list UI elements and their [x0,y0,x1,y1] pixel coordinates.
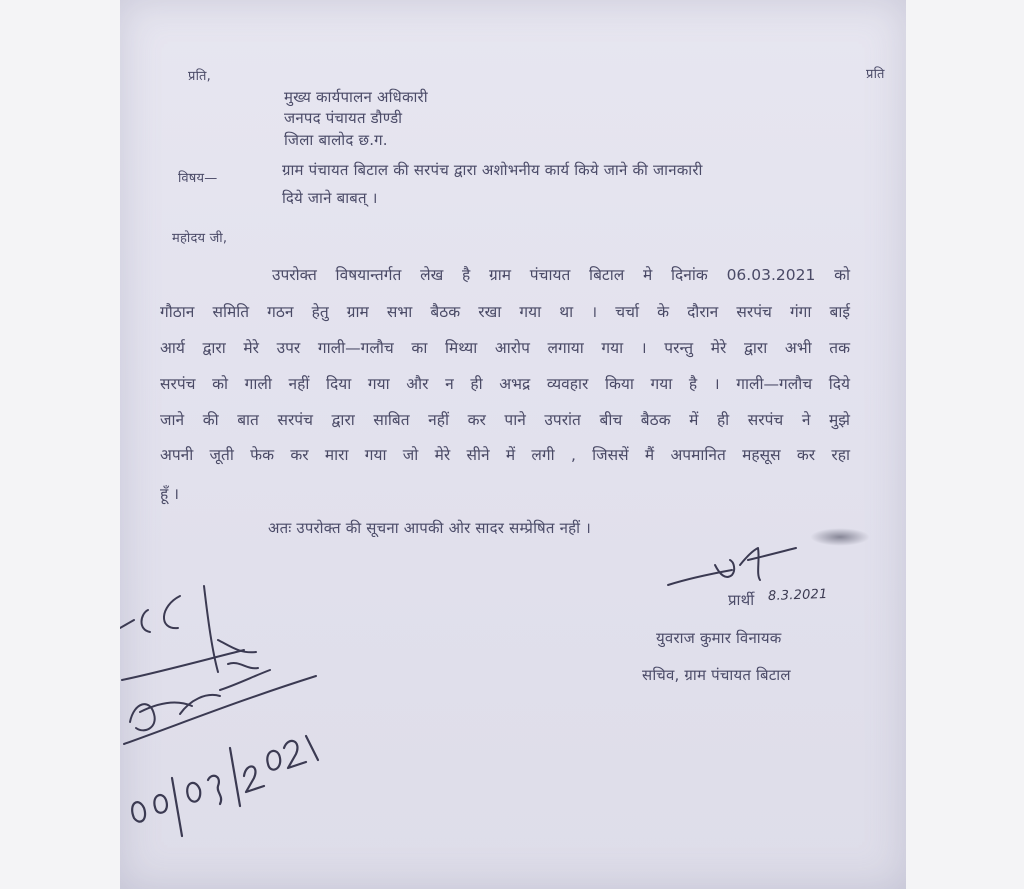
sender-designation: सचिव, ग्राम पंचायत बिटाल [642,666,791,684]
to-label: प्रति, [188,69,211,84]
body-line-7: हूँ । [160,485,180,503]
right-margin-background [906,0,1024,889]
address-line-2: जनपद पंचायत डौण्डी [284,109,403,127]
body-line-2: गौठान समिति गठन हेतु ग्राम सभा बैठक रखा गया था । चर्चा के दौरान सरपंच गंगा बाई [160,303,850,321]
receipt-date-strokes [132,736,318,836]
subject-line-2: दिये जाने बाबत् । [282,189,378,207]
left-margin-background [0,0,120,889]
body-line-3: आर्य द्वारा मेरे उपर गाली—गलौच का मिथ्या आरोप लगाया गया । परन्तु मेरे द्वारा अभी तक [160,339,850,357]
corner-mark: प्रति [866,67,885,82]
body-line-1: उपरोक्त विषयान्तर्गत लेख है ग्राम पंचायत बिटाल मे दिनांक 06.03.2021 को [272,266,850,284]
body-line-6: अपनी जूती फेक कर मारा गया जो मेरे सीने में लगी , जिससें मैं अपमानित महसूस कर रहा [160,446,850,464]
body-line-4: सरपंच को गाली नहीं दिया गया और न ही अभद्र व्यवहार किया गया है । गाली—गलौच दिये [160,375,850,393]
closing-line: अतः उपरोक्त की सूचना आपकी ओर सादर सम्प्रेषित नहीं । [268,519,592,537]
address-line-1: मुख्य कार्यपालन अधिकारी [284,88,428,106]
address-line-3: जिला बालोद छ.ग. [284,131,388,149]
signature-date: 8.3.2021 [767,586,828,605]
sender-name: युवराज कुमार विनायक [656,629,782,647]
subject-label: विषय— [178,171,218,186]
applicant-label: प्रार्थी [728,591,755,609]
letter-page [120,0,906,889]
applicant-signature [668,548,796,585]
salutation: महोदय जी, [172,231,228,246]
subject-line-1: ग्राम पंचायत बिटाल की सरपंच द्वारा अशोभनीय कार्य किये जाने की जानकारी [282,161,703,179]
receipt-signature [120,586,316,744]
handwritten-marks [120,0,906,889]
body-line-5: जाने की बात सरपंच द्वारा साबित नहीं कर पाने उपरांत बीच बैठक में ही सरपंच ने मुझे [160,411,850,429]
